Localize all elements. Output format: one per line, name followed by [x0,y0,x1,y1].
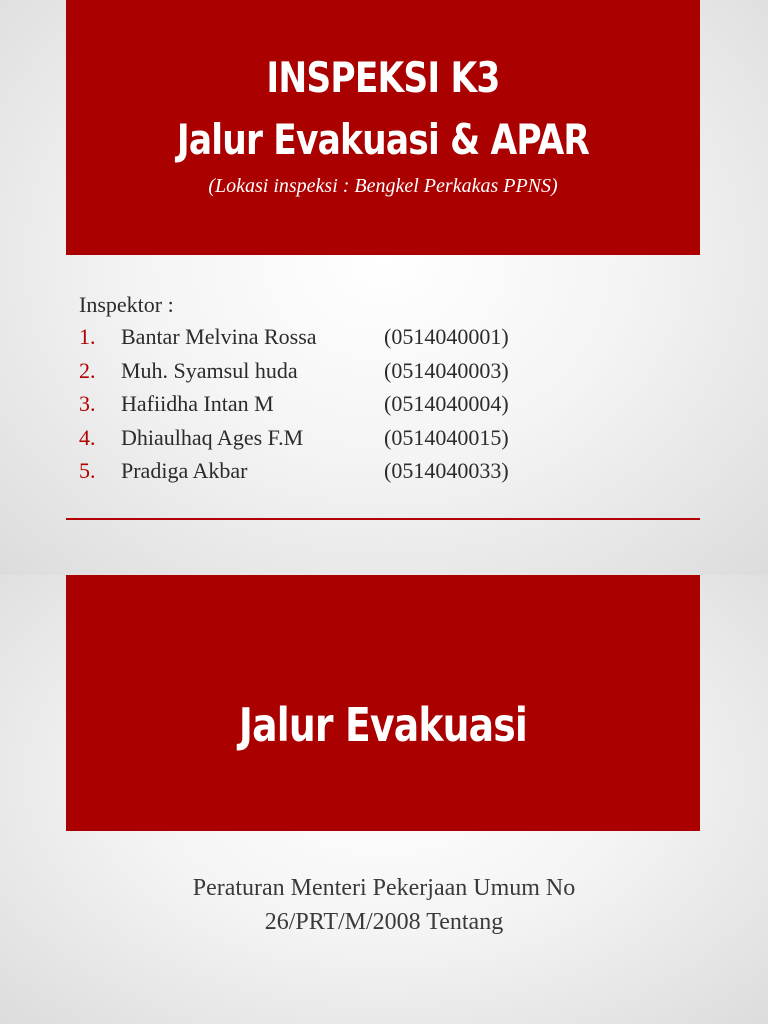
title-banner [66,0,700,255]
inspector-list [79,288,679,488]
inspector-number: 3. [79,391,96,416]
regulation-text [100,871,668,939]
inspector-item [79,320,679,354]
inspection-location: (Lokasi inspeksi : Bengkel Perkakas PPNS) [208,175,558,197]
inspector-id: (0514040015) [384,424,509,450]
inspector-item [79,454,679,488]
inspector-number: 5. [79,458,96,483]
inspector-name: Dhiaulhaq Ages F.M [121,424,304,450]
inspector-number: 2. [79,357,96,383]
inspector-number: 4. [79,424,96,450]
inspector-item [79,387,679,421]
inspector-id: (0514040004) [384,391,509,416]
regulation-line: 26/PRT/M/2008 Tentang [264,909,504,935]
inspector-name: Pradiga Akbar [121,458,248,483]
section-banner [66,575,700,831]
inspector-id: (0514040003) [384,357,509,383]
inspector-name: Hafiidha Intan M [121,391,274,416]
inspector-heading: Inspektor : [79,292,174,317]
regulation-line: Peraturan Menteri Pekerjaan Umum No [192,875,576,901]
inspector-id: (0514040001) [384,324,509,349]
inspector-item [79,354,679,388]
section-slide [0,575,768,1024]
section-title: Jalur Evakuasi [238,698,528,752]
inspector-item [79,421,679,455]
inspector-name: Bantar Melvina Rossa [121,324,317,349]
inspector-id: (0514040033) [384,458,509,483]
inspector-name: Muh. Syamsul huda [121,357,298,383]
inspector-number: 1. [79,324,96,349]
presentation-title: INSPEKSI K3 [266,53,500,102]
section-divider [66,518,700,520]
presentation-subtitle-title: Jalur Evakuasi & APAR [176,115,590,164]
